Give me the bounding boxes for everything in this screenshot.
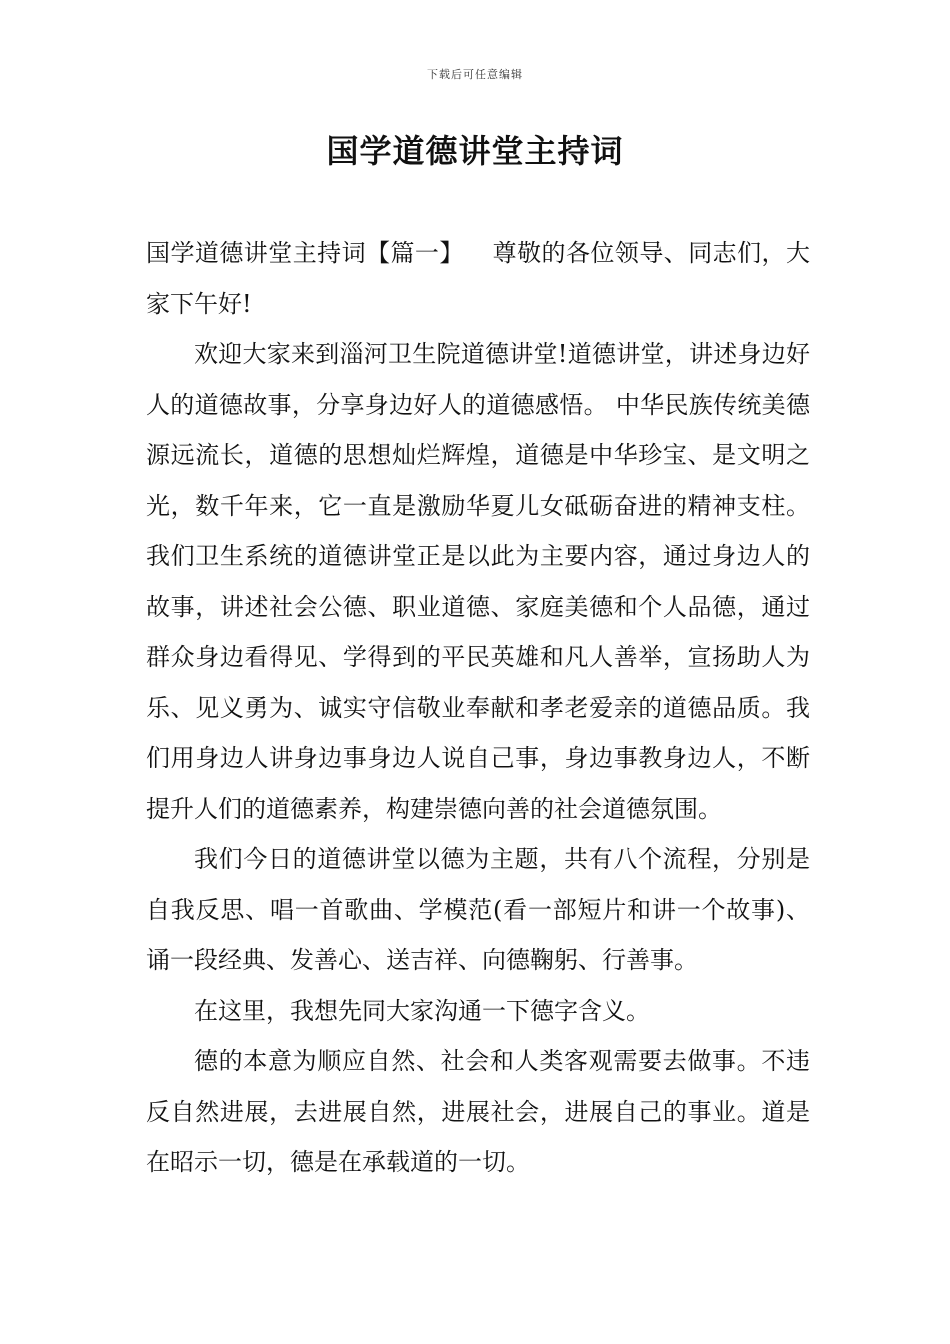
paragraph-welcome: 欢迎大家来到淄河卫生院道德讲堂!道德讲堂，讲述身边好人的道德故事，分享身边好人的道德感悟。 中华民族传统美德源远流长，道德的思想灿烂辉煌，道德是中华珍宝、是文明之光，数千年来，它一直是激励华夏儿女砥砺奋进的精神支柱。我们卫生系统的道德讲堂正是以此为主要内容，通过身边人的故事，讲述社会公德、职业道德、家庭美德和个人品德，通过群众身边看得见、学得到的平民英雄和凡人善举，宣扬助人为乐、见义勇为、诚实守信敬业奉献和孝老爱亲的道德品质。我们用身边人讲身边事身边人说自己事，身边事教身边人，不断提升人们的道德素养，构建崇德向善的社会道德氛围。 (146, 340, 810, 823)
document-title: 国学道德讲堂主持词 (326, 132, 624, 170)
section-heading: 国学道德讲堂主持词【篇一】 (146, 239, 464, 267)
greeting-text: 尊敬的各位领导、同志们，大家下午好! (146, 239, 811, 318)
document-body (146, 228, 810, 1188)
paragraph-transition: 在这里，我想先同大家沟通一下德字含义。 (194, 996, 650, 1025)
paragraph-opening (146, 228, 810, 329)
paragraph-virtue-meaning: 德的本意为顺应自然、社会和人类客观需要去做事。不违反自然进展，去进展自然，进展社会，进展自己的事业。道是在昭示一切，德是在承载道的一切。 (146, 1047, 810, 1176)
header-note: 下载后可任意编辑 (427, 68, 523, 81)
paragraph-process: 我们今日的道德讲堂以德为主题，共有八个流程，分别是自我反思、唱一首歌曲、学模范(看一部短片和讲一个故事)、诵一段经典、发善心、送吉祥、向德鞠躬、行善事。 (146, 845, 810, 974)
